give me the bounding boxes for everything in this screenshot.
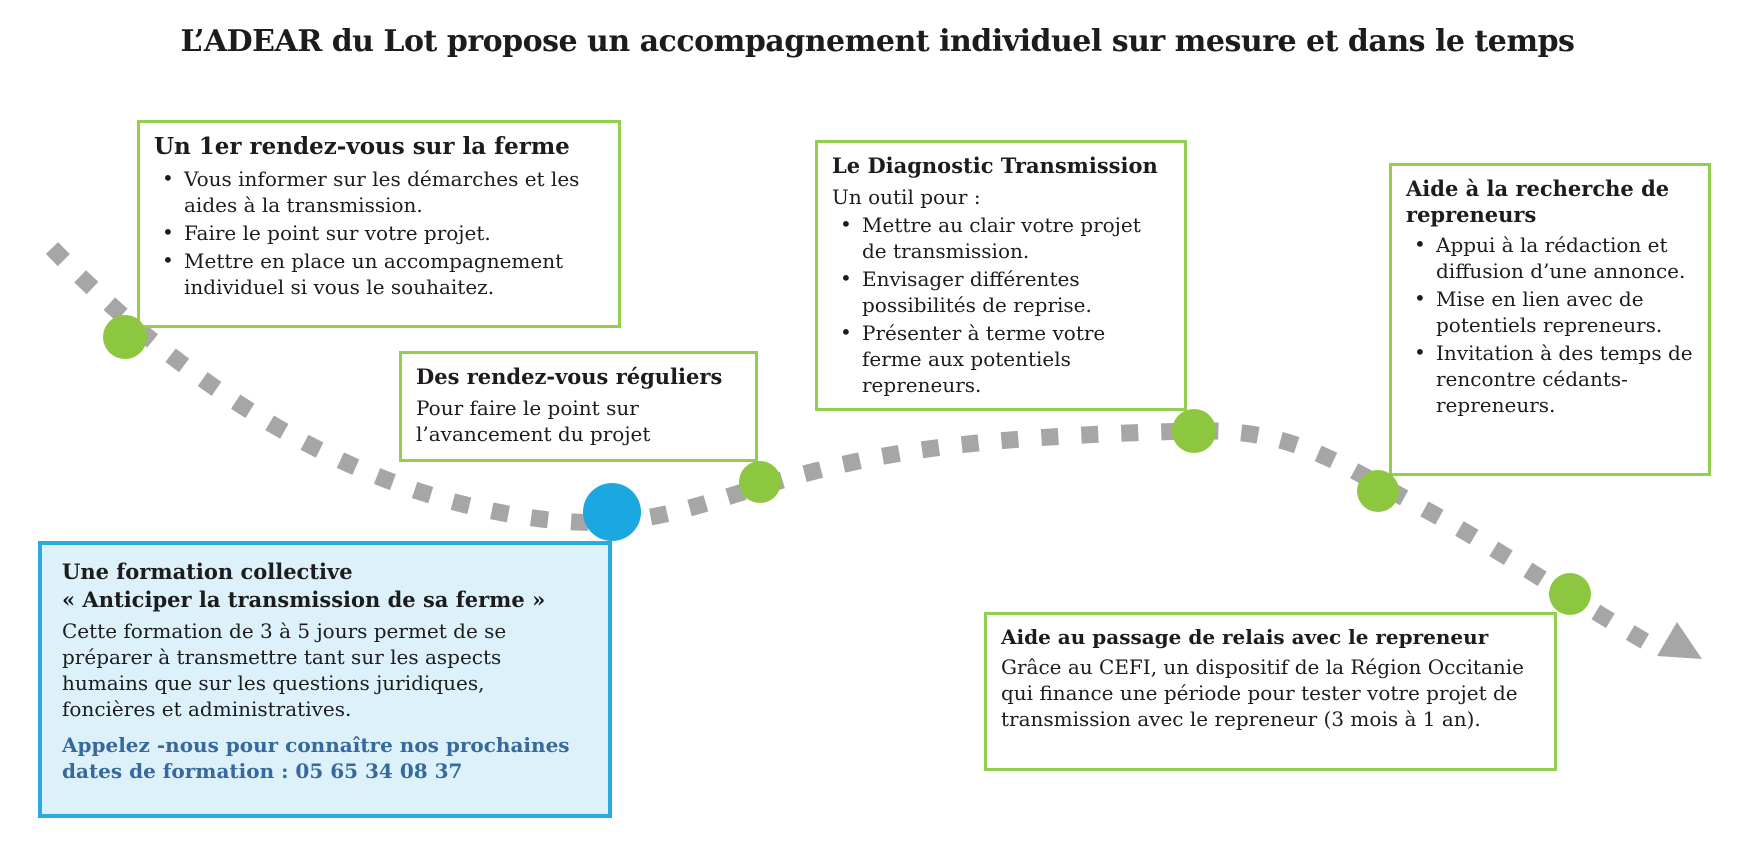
- box-successor-search: [1389, 163, 1711, 476]
- box-relay-handover: [984, 612, 1557, 771]
- box-first-meeting-list: [154, 166, 604, 300]
- list-item: • Vous informer sur les démarches et les aides à la transmission.: [154, 166, 604, 218]
- milestone-dot-diagnostic: [1172, 409, 1216, 453]
- box-diagnostic-intro: Un outil pour :: [832, 184, 981, 209]
- box-regular-meetings-body: Pour faire le point sur l’avancement du projet: [416, 395, 651, 446]
- milestone-dot-training: [583, 483, 641, 541]
- milestone-dot-regular-meetings: [739, 461, 781, 503]
- page-title: L’ADEAR du Lot propose un accompagnement individuel sur mesure et dans le temps: [180, 24, 1575, 59]
- box-first-meeting-heading: Un 1er rendez-vous sur la ferme: [154, 133, 570, 160]
- list-item: • Mettre en place un accompagnement individuel si vous le souhaitez.: [154, 248, 604, 300]
- timeline-arrowhead-icon: [1657, 622, 1702, 659]
- box-collective-training-heading-line1: Une formation collective: [62, 559, 353, 584]
- box-successor-search-list: [1406, 232, 1694, 418]
- box-first-meeting: [137, 120, 621, 328]
- list-item: • Présenter à terme votre ferme aux potentiels repreneurs.: [832, 320, 1170, 398]
- box-diagnostic: [815, 140, 1187, 411]
- box-relay-handover-body: Grâce au CEFI, un dispositif de la Région Occitanie qui finance une période pour tester votre projet de transmission avec le repreneur (3 mois à 1 an).: [1001, 655, 1525, 732]
- list-item: • Faire le point sur votre projet.: [154, 220, 604, 246]
- box-diagnostic-list: [832, 212, 1170, 398]
- box-regular-meetings-heading: Des rendez-vous réguliers: [416, 364, 723, 389]
- box-relay-handover-heading: Aide au passage de relais avec le repreneur: [1001, 625, 1489, 649]
- box-collective-training-heading-line2: « Anticiper la transmission de sa ferme »: [62, 586, 546, 612]
- milestone-dot-relay-handover: [1549, 573, 1591, 615]
- list-item: • Invitation à des temps de rencontre cédants-repreneurs.: [1406, 340, 1694, 418]
- box-collective-training-phone-note: Appelez -nous pour connaître nos prochaines dates de formation : 05 65 34 08 37: [62, 733, 570, 784]
- box-collective-training-body: Cette formation de 3 à 5 jours permet de se préparer à transmettre tant sur les aspects humains que sur les questions juridiques, foncières et administratives.: [62, 619, 507, 722]
- box-regular-meetings: [399, 351, 758, 462]
- list-item: • Appui à la rédaction et diffusion d’une annonce.: [1406, 232, 1694, 284]
- list-item: • Envisager différentes possibilités de reprise.: [832, 266, 1170, 318]
- box-successor-search-heading: Aide à la recherche de repreneurs: [1406, 176, 1670, 227]
- milestone-dot-first-meeting: [103, 315, 147, 359]
- box-diagnostic-heading: Le Diagnostic Transmission: [832, 153, 1158, 178]
- milestone-dot-successor-search: [1357, 470, 1399, 512]
- list-item: • Mettre au clair votre projet de transmission.: [832, 212, 1170, 264]
- box-collective-training: [38, 541, 612, 818]
- list-item: • Mise en lien avec de potentiels repreneurs.: [1406, 286, 1694, 338]
